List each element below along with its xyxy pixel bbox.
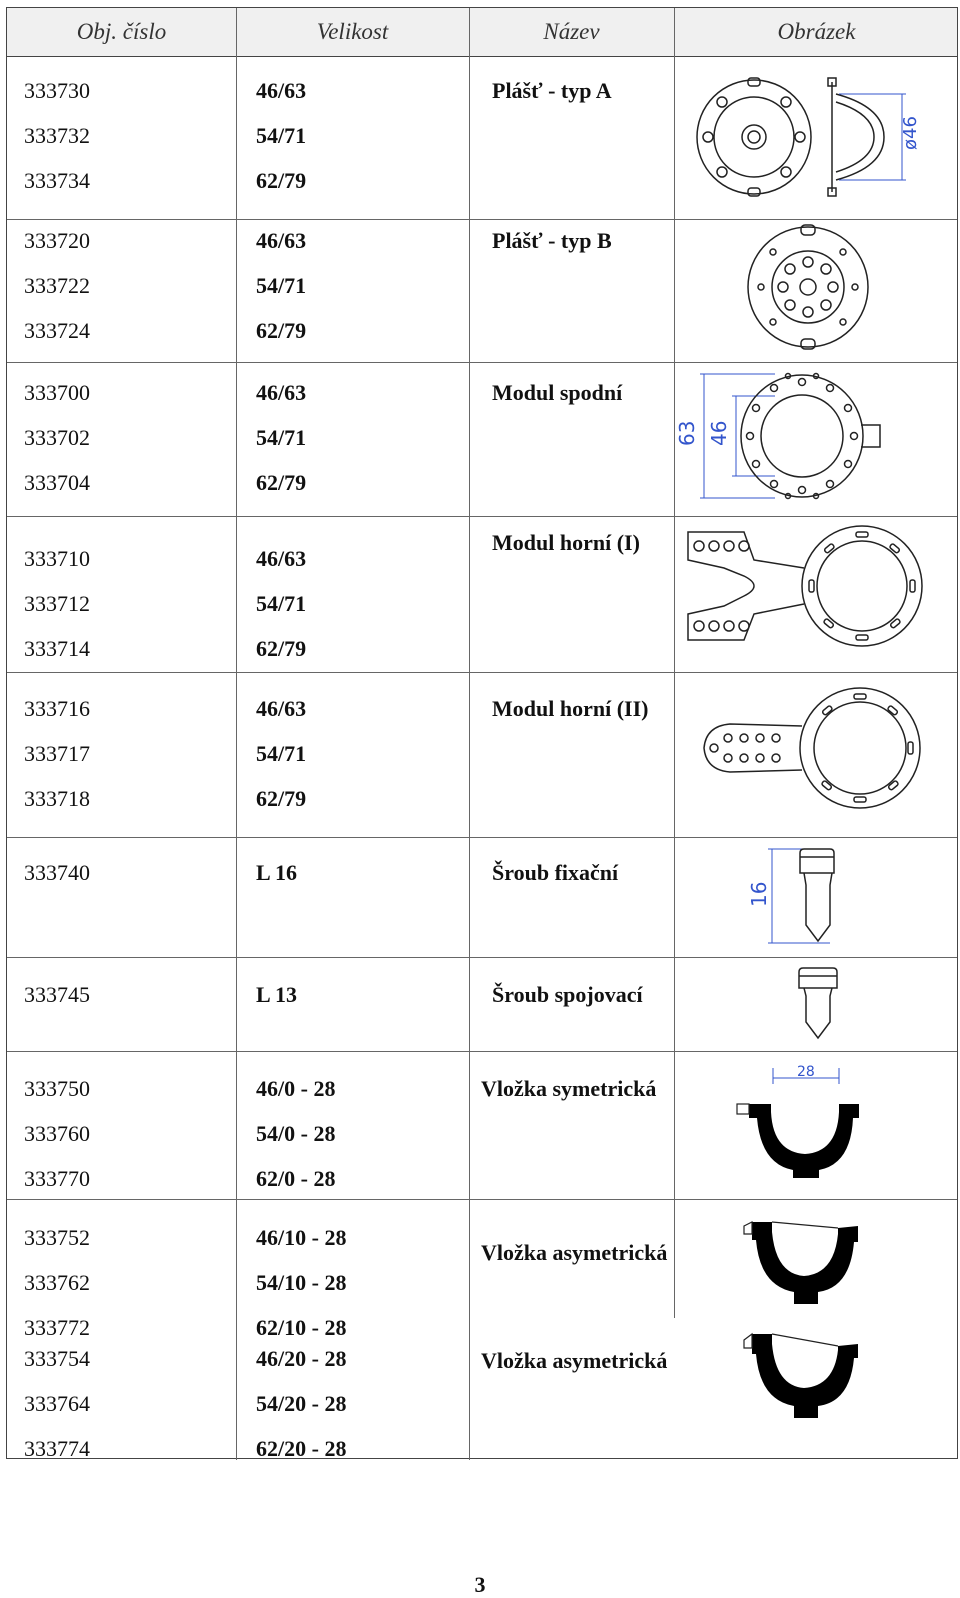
order-number: 333740 (24, 860, 90, 885)
order-number: 333712 (24, 591, 90, 616)
order-number: 333717 (24, 741, 90, 766)
product-name: Modul horní (I) (492, 530, 640, 555)
row-divider (7, 362, 957, 363)
page-number: 3 (474, 1572, 486, 1597)
order-number: 333772 (24, 1315, 90, 1340)
size-value: L 16 (256, 860, 297, 885)
dimension-label: 46 (707, 420, 731, 446)
size-value: 62/10 - 28 (256, 1315, 347, 1340)
order-number: 333704 (24, 470, 90, 495)
dimension-label: 28 (797, 1064, 815, 1080)
size-value: 46/63 (256, 696, 307, 721)
lower-module-drawing (675, 370, 935, 505)
header-size: Velikost (316, 19, 389, 44)
order-number: 333730 (24, 78, 90, 103)
order-number: 333720 (24, 228, 90, 253)
fixation-screw-drawing (740, 845, 860, 950)
product-name: Šroub fixační (492, 860, 619, 885)
row-divider (7, 1051, 957, 1052)
size-value: 62/79 (256, 318, 307, 343)
column-divider (469, 8, 470, 1460)
size-value: L 13 (256, 982, 297, 1007)
shell-type-b-drawing (743, 222, 873, 352)
product-name: Modul horní (II) (492, 696, 649, 721)
size-value: 62/79 (256, 636, 307, 661)
symmetric-insert-drawing (735, 1060, 875, 1180)
size-value: 54/71 (256, 425, 307, 450)
order-number: 333732 (24, 123, 90, 148)
size-value: 62/79 (256, 168, 307, 193)
header-image: Obrázek (777, 19, 856, 44)
order-number: 333764 (24, 1391, 90, 1416)
row-divider (7, 837, 957, 838)
row-divider (7, 516, 957, 517)
order-number: 333722 (24, 273, 90, 298)
connecting-screw-drawing (796, 966, 846, 1041)
size-value: 46/63 (256, 228, 307, 253)
size-value: 46/63 (256, 78, 307, 103)
order-number: 333770 (24, 1166, 90, 1191)
size-value: 54/71 (256, 123, 307, 148)
product-name: Plášť - typ A (492, 78, 612, 103)
order-number: 333752 (24, 1225, 90, 1250)
size-value: 62/20 - 28 (256, 1436, 347, 1461)
column-divider (674, 8, 675, 1318)
order-number: 333734 (24, 168, 90, 193)
asymmetric-insert-20-drawing (742, 1326, 862, 1421)
column-divider (236, 8, 237, 1460)
header-name: Název (543, 19, 600, 44)
header-order-number: Obj. číslo (76, 19, 167, 44)
size-value: 62/0 - 28 (256, 1166, 336, 1191)
size-value: 62/79 (256, 470, 307, 495)
product-name: Vložka asymetrická (481, 1240, 668, 1265)
row-divider (7, 672, 957, 673)
order-number: 333750 (24, 1076, 90, 1101)
order-number: 333754 (24, 1346, 90, 1371)
order-number: 333710 (24, 546, 90, 571)
shell-type-a-drawing (694, 72, 934, 202)
size-value: 54/71 (256, 273, 307, 298)
order-number: 333714 (24, 636, 90, 661)
row-divider (7, 219, 957, 220)
product-name: Vložka asymetrická (481, 1348, 668, 1373)
size-value: 54/10 - 28 (256, 1270, 347, 1295)
table-header (7, 8, 957, 57)
order-number: 333774 (24, 1436, 90, 1461)
asymmetric-insert-10-drawing (742, 1212, 862, 1307)
size-value: 46/10 - 28 (256, 1225, 347, 1250)
upper-module-2-drawing (700, 682, 936, 812)
dimension-label: ø46 (900, 116, 921, 150)
row-divider (7, 1199, 957, 1200)
order-number: 333718 (24, 786, 90, 811)
order-number: 333716 (24, 696, 90, 721)
product-name: Plášť - typ B (492, 228, 612, 253)
size-value: 46/20 - 28 (256, 1346, 347, 1371)
size-value: 54/71 (256, 741, 307, 766)
order-number: 333724 (24, 318, 90, 343)
upper-module-1-drawing (684, 520, 936, 650)
size-value: 54/20 - 28 (256, 1391, 347, 1416)
size-value: 54/0 - 28 (256, 1121, 336, 1146)
order-number: 333760 (24, 1121, 90, 1146)
row-divider (7, 957, 957, 958)
order-number: 333700 (24, 380, 90, 405)
product-name: Šroub spojovací (492, 982, 643, 1007)
dimension-label: 63 (675, 420, 699, 446)
dimension-label: 16 (747, 881, 771, 907)
order-number: 333702 (24, 425, 90, 450)
size-value: 62/79 (256, 786, 307, 811)
size-value: 54/71 (256, 591, 307, 616)
size-value: 46/63 (256, 546, 307, 571)
size-value: 46/63 (256, 380, 307, 405)
size-value: 46/0 - 28 (256, 1076, 336, 1101)
order-number: 333745 (24, 982, 90, 1007)
product-name: Modul spodní (492, 380, 623, 405)
order-number: 333762 (24, 1270, 90, 1295)
product-name: Vložka symetrická (481, 1076, 657, 1101)
